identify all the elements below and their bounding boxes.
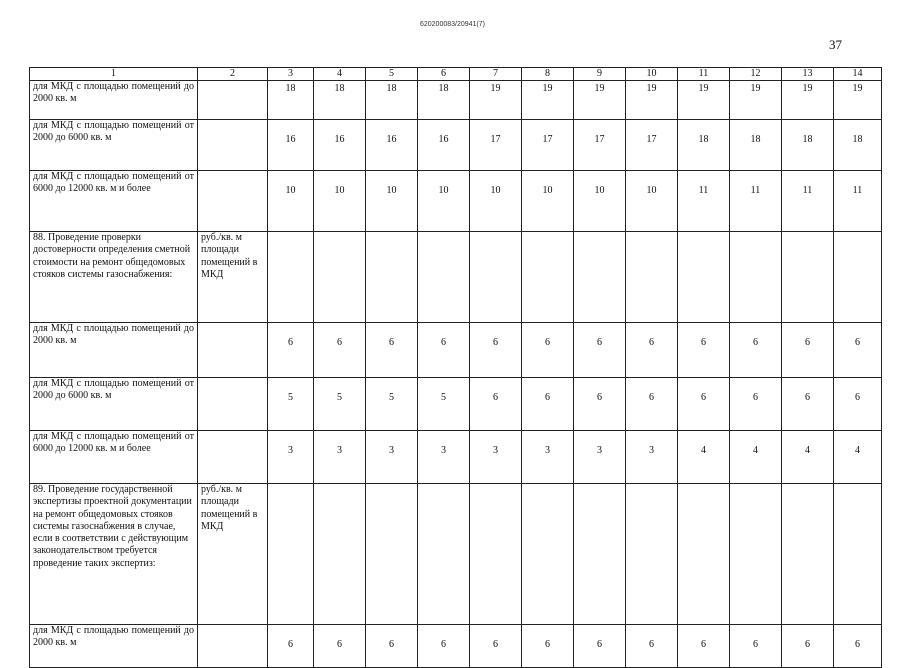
column-header: 14: [834, 68, 882, 81]
value-cell: 6: [574, 378, 626, 431]
section-row: [30, 484, 882, 625]
value-cell: [730, 232, 782, 323]
value-cell: 4: [782, 431, 834, 484]
value-cell: [522, 484, 574, 625]
tariff-table: [29, 67, 882, 668]
value-cell: 19: [678, 81, 730, 120]
value-cell: 16: [314, 120, 366, 171]
value-cell: 6: [834, 625, 882, 668]
value-cell: 10: [522, 171, 574, 232]
value-cell: [834, 232, 882, 323]
row-name: для МКД с площадью помещений до 2000 кв. м: [30, 625, 198, 668]
value-cell: 18: [834, 120, 882, 171]
column-header: 9: [574, 68, 626, 81]
value-cell: 3: [314, 431, 366, 484]
value-cell: 6: [366, 625, 418, 668]
value-cell: 6: [678, 378, 730, 431]
value-cell: 17: [626, 120, 678, 171]
value-cell: 16: [418, 120, 470, 171]
value-cell: 3: [418, 431, 470, 484]
value-cell: 11: [834, 171, 882, 232]
value-cell: [470, 484, 522, 625]
value-cell: 10: [268, 171, 314, 232]
value-cell: [730, 484, 782, 625]
value-cell: 10: [574, 171, 626, 232]
row-name: для МКД с площадью помещений до 2000 кв. м: [30, 81, 198, 120]
value-cell: [314, 484, 366, 625]
page-number: 37: [829, 37, 842, 52]
value-cell: 6: [730, 323, 782, 378]
value-cell: 10: [366, 171, 418, 232]
value-cell: 19: [574, 81, 626, 120]
value-cell: 3: [470, 431, 522, 484]
value-cell: 18: [314, 81, 366, 120]
value-cell: 4: [834, 431, 882, 484]
value-cell: 10: [418, 171, 470, 232]
value-cell: 6: [834, 323, 882, 378]
value-cell: 6: [626, 378, 678, 431]
value-cell: 6: [314, 625, 366, 668]
row-name: 88. Проведение проверки достоверности определения сметной стоимости на ремонт общедомовых стояков системы газоснабжения:: [30, 232, 198, 323]
column-header: 10: [626, 68, 678, 81]
value-cell: 6: [626, 625, 678, 668]
value-cell: [366, 232, 418, 323]
table-row: [30, 171, 882, 232]
row-unit: [198, 323, 268, 378]
value-cell: 16: [366, 120, 418, 171]
value-cell: 6: [626, 323, 678, 378]
value-cell: 6: [418, 625, 470, 668]
value-cell: [268, 484, 314, 625]
value-cell: 18: [782, 120, 834, 171]
value-cell: 6: [678, 625, 730, 668]
value-cell: 19: [834, 81, 882, 120]
row-name: 89. Проведение государственной экспертизы проектной документации на ремонт общедомовых стояков системы газоснабжения в случае, если в соответствии с действующим законодательством требуется проведение таких экспертиз:: [30, 484, 198, 625]
row-name: для МКД с площадью помещений от 6000 до 12000 кв. м и более: [30, 171, 198, 232]
value-cell: [782, 484, 834, 625]
table-row: [30, 81, 882, 120]
value-cell: 6: [782, 323, 834, 378]
value-cell: 6: [574, 323, 626, 378]
value-cell: [574, 232, 626, 323]
table-row: [30, 323, 882, 378]
value-cell: 19: [782, 81, 834, 120]
value-cell: 16: [268, 120, 314, 171]
value-cell: 6: [418, 323, 470, 378]
value-cell: 6: [782, 625, 834, 668]
column-header: 3: [268, 68, 314, 81]
value-cell: [834, 484, 882, 625]
value-cell: 18: [418, 81, 470, 120]
column-header: 4: [314, 68, 366, 81]
column-header: 1: [30, 68, 198, 81]
value-cell: 6: [268, 323, 314, 378]
row-name: для МКД с площадью помещений от 6000 до 12000 кв. м и более: [30, 431, 198, 484]
value-cell: 6: [522, 378, 574, 431]
value-cell: 18: [678, 120, 730, 171]
value-cell: 6: [522, 323, 574, 378]
value-cell: 5: [366, 378, 418, 431]
value-cell: 11: [678, 171, 730, 232]
value-cell: 17: [470, 120, 522, 171]
value-cell: 6: [314, 323, 366, 378]
value-cell: 5: [314, 378, 366, 431]
value-cell: 6: [470, 323, 522, 378]
row-unit: [198, 120, 268, 171]
value-cell: [418, 232, 470, 323]
value-cell: 6: [470, 378, 522, 431]
table-row: [30, 431, 882, 484]
value-cell: 19: [470, 81, 522, 120]
value-cell: [678, 232, 730, 323]
value-cell: 17: [522, 120, 574, 171]
value-cell: [522, 232, 574, 323]
value-cell: 6: [268, 625, 314, 668]
table-row: [30, 625, 882, 668]
value-cell: [418, 484, 470, 625]
value-cell: 18: [730, 120, 782, 171]
table-row: [30, 378, 882, 431]
value-cell: [782, 232, 834, 323]
value-cell: 3: [574, 431, 626, 484]
column-header: 13: [782, 68, 834, 81]
value-cell: 19: [730, 81, 782, 120]
value-cell: [268, 232, 314, 323]
value-cell: [470, 232, 522, 323]
row-unit: руб./кв. м площади помещений в МКД: [198, 484, 268, 625]
value-cell: [678, 484, 730, 625]
row-name: для МКД с площадью помещений от 2000 до 6000 кв. м: [30, 120, 198, 171]
column-header: 2: [198, 68, 268, 81]
value-cell: 10: [626, 171, 678, 232]
row-unit: [198, 625, 268, 668]
row-unit: [198, 81, 268, 120]
value-cell: 11: [730, 171, 782, 232]
column-header: 7: [470, 68, 522, 81]
value-cell: [574, 484, 626, 625]
value-cell: 11: [782, 171, 834, 232]
value-cell: 6: [834, 378, 882, 431]
value-cell: 19: [522, 81, 574, 120]
document-id: 620200083/20941(7): [419, 21, 485, 28]
value-cell: 3: [626, 431, 678, 484]
value-cell: 10: [470, 171, 522, 232]
value-cell: 6: [730, 625, 782, 668]
value-cell: [314, 232, 366, 323]
row-name: для МКД с площадью помещений до 2000 кв. м: [30, 323, 198, 378]
value-cell: 6: [366, 323, 418, 378]
value-cell: 10: [314, 171, 366, 232]
value-cell: 3: [522, 431, 574, 484]
value-cell: 6: [574, 625, 626, 668]
row-unit: руб./кв. м площади помещений в МКД: [198, 232, 268, 323]
value-cell: 18: [366, 81, 418, 120]
value-cell: 19: [626, 81, 678, 120]
value-cell: 6: [470, 625, 522, 668]
value-cell: 6: [782, 378, 834, 431]
value-cell: 3: [366, 431, 418, 484]
value-cell: [366, 484, 418, 625]
column-header: 5: [366, 68, 418, 81]
value-cell: 5: [418, 378, 470, 431]
column-header: 12: [730, 68, 782, 81]
row-name: для МКД с площадью помещений от 2000 до 6000 кв. м: [30, 378, 198, 431]
value-cell: 18: [268, 81, 314, 120]
value-cell: 4: [678, 431, 730, 484]
row-unit: [198, 171, 268, 232]
value-cell: 6: [678, 323, 730, 378]
column-numbers-row: [30, 68, 882, 81]
value-cell: 6: [730, 378, 782, 431]
value-cell: 6: [522, 625, 574, 668]
table-row: [30, 120, 882, 171]
value-cell: 3: [268, 431, 314, 484]
section-row: [30, 232, 882, 323]
column-header: 6: [418, 68, 470, 81]
value-cell: [626, 484, 678, 625]
row-unit: [198, 431, 268, 484]
value-cell: [626, 232, 678, 323]
value-cell: 4: [730, 431, 782, 484]
value-cell: 17: [574, 120, 626, 171]
column-header: 11: [678, 68, 730, 81]
value-cell: 5: [268, 378, 314, 431]
row-unit: [198, 378, 268, 431]
column-header: 8: [522, 68, 574, 81]
